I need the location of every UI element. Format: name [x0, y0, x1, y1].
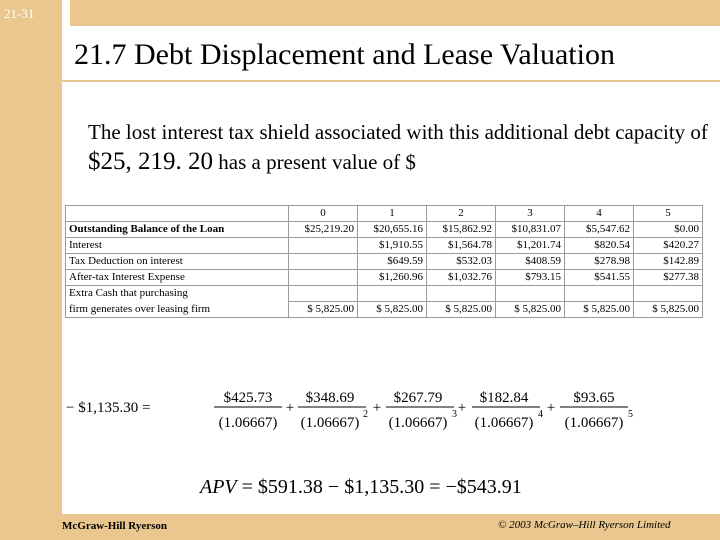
body-amount: $25, 219. 20 — [88, 148, 213, 175]
table-cell: $1,201.74 — [496, 238, 565, 254]
table-cell: $20,655.16 — [358, 222, 427, 238]
table-cell: $ 5,825.00 — [427, 302, 496, 318]
fraction-exponent: 3 — [452, 409, 457, 420]
apv-formula — [200, 476, 522, 499]
table-header-row — [66, 206, 703, 222]
table-cell — [289, 254, 358, 270]
fraction-numerator: $267.79 — [393, 390, 443, 406]
table-cell: $142.89 — [634, 254, 703, 270]
table-cell — [496, 286, 565, 302]
table-header-cell: 5 — [634, 206, 703, 222]
page-title: 21.7 Debt Displacement and Lease Valuation — [74, 38, 615, 71]
slide-number: 21-31 — [4, 6, 35, 21]
fraction-denominator: (1.06667) — [474, 415, 534, 431]
table-row — [66, 222, 703, 238]
table-cell: $25,219.20 — [289, 222, 358, 238]
fraction-numerator: $348.69 — [305, 390, 355, 406]
table-cell: $278.98 — [565, 254, 634, 270]
table-header-cell: 3 — [496, 206, 565, 222]
table-cell: $1,910.55 — [358, 238, 427, 254]
table-cell: $ 5,825.00 — [565, 302, 634, 318]
table-cell: $0.00 — [634, 222, 703, 238]
fraction-exponent: 4 — [538, 409, 543, 420]
table-cell: $ 5,825.00 — [496, 302, 565, 318]
table-cell — [289, 286, 358, 302]
left-decor-bar — [0, 0, 62, 540]
table-cell: $1,032.76 — [427, 270, 496, 286]
table-header-cell: 2 — [427, 206, 496, 222]
loan-schedule-table — [65, 205, 703, 318]
table-cell: $408.59 — [496, 254, 565, 270]
fraction-numerator: $93.65 — [573, 390, 615, 406]
table-cell: $649.59 — [358, 254, 427, 270]
table-row — [66, 238, 703, 254]
table-cell — [427, 286, 496, 302]
table-cell — [565, 286, 634, 302]
table-header-cell: 0 — [289, 206, 358, 222]
table-cell: $277.38 — [634, 270, 703, 286]
table-cell: $5,547.62 — [565, 222, 634, 238]
table-cell — [634, 286, 703, 302]
table-cell: $1,564.78 — [427, 238, 496, 254]
plus-sign: + — [285, 400, 295, 416]
top-decor-bar — [0, 0, 720, 26]
fraction-numerator: $425.73 — [223, 390, 273, 406]
table-header-cell: 4 — [565, 206, 634, 222]
apv-label: APV — [200, 476, 237, 498]
row-label: firm generates over leasing firm — [66, 302, 289, 318]
table-cell: $ 5,825.00 — [289, 302, 358, 318]
table-row — [66, 302, 703, 318]
fraction-denominator: (1.06667) — [388, 415, 448, 431]
table-cell: $1,260.96 — [358, 270, 427, 286]
plus-sign: + — [457, 400, 467, 416]
table-header-cell — [66, 206, 289, 222]
table-cell — [358, 286, 427, 302]
footer-copyright: © 2003 McGraw–Hill Ryerson Limited — [498, 519, 671, 531]
fraction-denominator: (1.06667) — [218, 415, 278, 431]
body-text-before: The lost interest tax shield associated with this additional debt capacity of — [88, 120, 708, 144]
table-cell: $793.15 — [496, 270, 565, 286]
table-header-cell: 1 — [358, 206, 427, 222]
footer-publisher: McGraw-Hill Ryerson — [62, 520, 168, 532]
table-cell: $ 5,825.00 — [634, 302, 703, 318]
plus-sign: + — [372, 400, 382, 416]
pv-equation — [66, 360, 646, 440]
row-label: Interest — [66, 238, 289, 254]
body-paragraph — [88, 117, 708, 177]
table-cell: $420.27 — [634, 238, 703, 254]
body-text-after: has a present value of $ — [213, 150, 416, 174]
row-label: Outstanding Balance of the Loan — [66, 222, 289, 238]
fraction-numerator: $182.84 — [479, 390, 529, 406]
table-cell — [289, 238, 358, 254]
top-bar-gap — [62, 0, 70, 26]
table-cell: $ 5,825.00 — [358, 302, 427, 318]
fraction-denominator: (1.06667) — [564, 415, 624, 431]
table-cell: $541.55 — [565, 270, 634, 286]
row-label: After-tax Interest Expense — [66, 270, 289, 286]
row-label: Tax Deduction on interest — [66, 254, 289, 270]
plus-sign: + — [546, 400, 556, 416]
table-cell: $10,831.07 — [496, 222, 565, 238]
table-row — [66, 286, 703, 302]
table-cell: $820.54 — [565, 238, 634, 254]
fraction-exponent: 5 — [628, 409, 633, 420]
row-label: Extra Cash that purchasing — [66, 286, 289, 302]
table-row — [66, 254, 703, 270]
table-cell — [289, 270, 358, 286]
fraction-denominator: (1.06667) — [300, 415, 360, 431]
table-row — [66, 270, 703, 286]
table-cell: $15,862.92 — [427, 222, 496, 238]
title-divider — [62, 80, 720, 82]
equation-lhs: − $1,135.30 = — [66, 400, 151, 416]
table-cell: $532.03 — [427, 254, 496, 270]
fraction-exponent: 2 — [363, 409, 368, 420]
apv-expression: = $591.38 − $1,135.30 = −$543.91 — [236, 476, 522, 498]
